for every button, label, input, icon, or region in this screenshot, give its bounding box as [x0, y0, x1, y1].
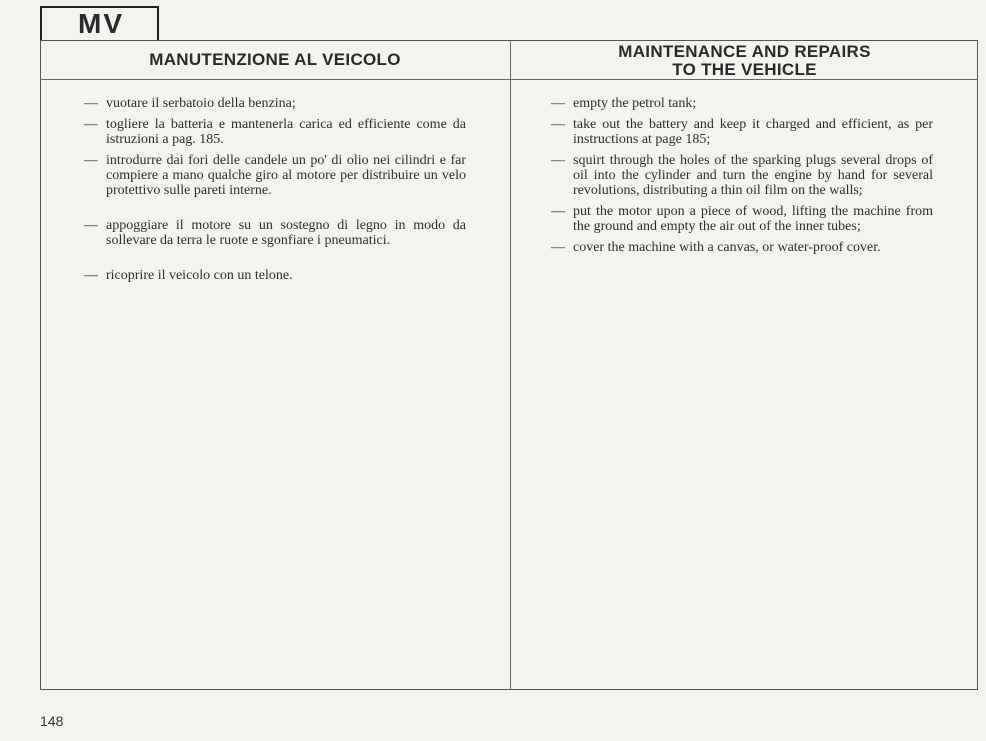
list-item: — appoggiare il motore su un sostegno di legno in modo da sollevare da terra le ruote e sgonfiare i pneumatici. [84, 218, 466, 248]
list-item: — squirt through the holes of the sparking plugs several drops of oil into the cylinder and turn the engine by hand for several revolutions, distributing a thin oil film on the walls; [551, 153, 933, 198]
italian-instructions-list [84, 96, 466, 283]
english-title-line2: TO THE VEHICLE [672, 60, 817, 79]
column-divider [510, 40, 511, 690]
list-item: — vuotare il serbatoio della benzina; [84, 96, 466, 111]
english-section-title [511, 43, 978, 79]
list-item: — empty the petrol tank; [551, 96, 933, 111]
list-item: — togliere la batteria e mantenerla carica ed efficiente come da istruzioni a pag. 185. [84, 117, 466, 147]
header-divider [40, 79, 978, 80]
english-title-line1: MAINTENANCE AND REPAIRS [618, 42, 871, 61]
list-item: — introdurre dai fori delle candele un po' di olio nei cilindri e far compiere a mano qualche giro al motore per distribuire un velo protettivo sulle pareti interne. [84, 153, 466, 198]
page-number: 148 [40, 713, 64, 729]
english-instructions-list [551, 96, 933, 255]
list-item: — ricoprire il veicolo con un telone. [84, 268, 466, 283]
logo-box [40, 6, 159, 40]
logo-mv: MV [78, 8, 124, 39]
italian-section-title: MANUTENZIONE AL VEICOLO [149, 50, 401, 69]
list-item: — put the motor upon a piece of wood, lifting the machine from the ground and empty the air out of the inner tubes; [551, 204, 933, 234]
list-item: — take out the battery and keep it charged and efficient, as per instructions at page 185; [551, 117, 933, 147]
list-item: — cover the machine with a canvas, or water-proof cover. [551, 240, 933, 255]
